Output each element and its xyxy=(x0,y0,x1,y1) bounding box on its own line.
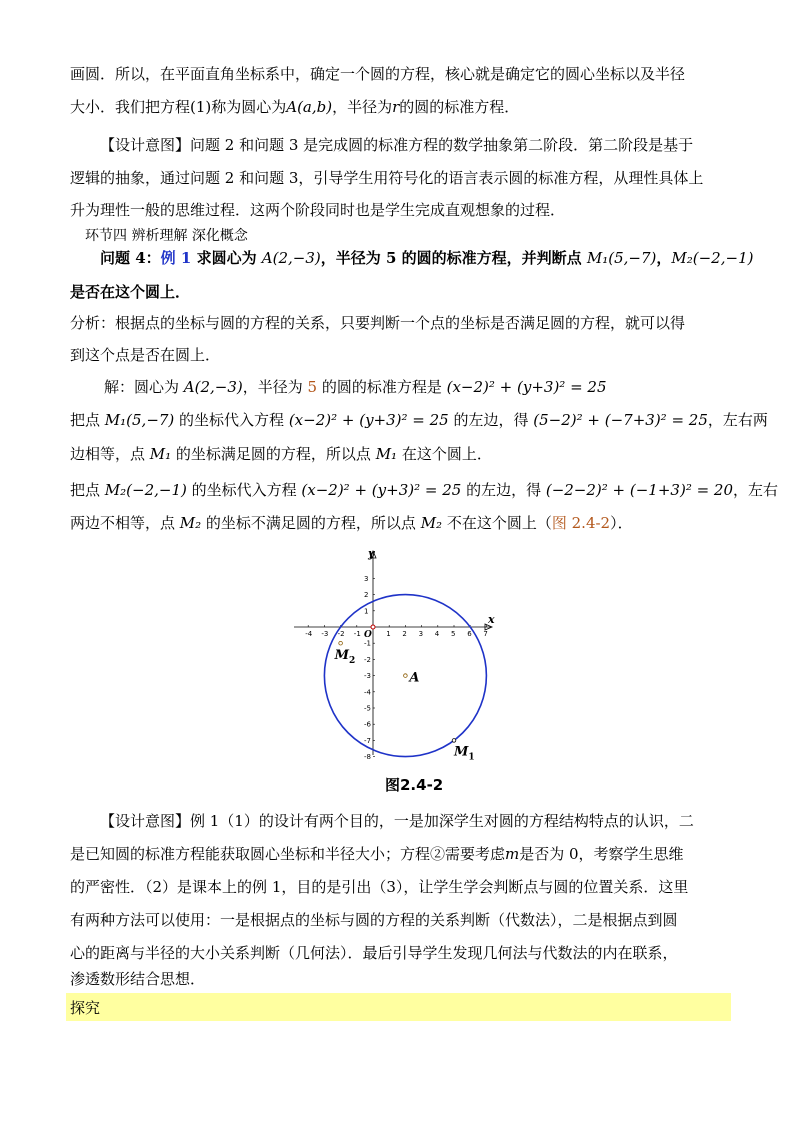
example-label: 例 1 xyxy=(160,249,192,267)
y-tick-label: -5 xyxy=(364,704,371,713)
center-label-a: A xyxy=(409,670,420,686)
text-line: 把点 M₂(−2,−1) 的坐标代入方程 (x−2)² + (y+3)² = 25 的左边，得 (−2−2)² + (−1+3)² = 20，左右 xyxy=(70,481,779,499)
y-tick-label: -3 xyxy=(364,672,371,681)
y-tick-label: -4 xyxy=(364,688,371,697)
circle-figure xyxy=(280,545,520,770)
center-point-a xyxy=(404,674,408,678)
point-label-m2: $M_2$ xyxy=(334,648,356,667)
text-line: 画圆．所以，在平面直角坐标系中，确定一个圆的方程，核心就是确定它的圆心坐标以及半径 xyxy=(70,65,686,83)
analysis-text: 分析：根据点的坐标与圆的方程的关系，只要判断一个点的坐标是否满足圆的方程，就可以得 xyxy=(70,314,686,332)
text-line: 两边不相等，点 M₂ 的坐标不满足圆的方程，所以点 M₂ 不在这个圆上（图 2.4-2）． xyxy=(70,514,633,532)
point-m1 xyxy=(452,739,456,743)
question-4: 问题 4：例 1 求圆心为 A(2,−3)，半径为 5 的圆的标准方程，并判断点 M₁(5,−7)，M₂(−2,−1) xyxy=(100,249,754,267)
x-tick-label: 3 xyxy=(418,630,424,638)
text-line: 大小．我们把方程(1)称为圆心为A(a,b)，半径为r的圆的标准方程． xyxy=(70,98,520,116)
x-tick-label: -4 xyxy=(305,630,313,638)
y-tick-label: 1 xyxy=(364,607,369,616)
point-m2 xyxy=(339,641,343,645)
text-line: 边相等，点 M₁ 的坐标满足圆的方程，所以点 M₁ 在这个圆上． xyxy=(70,445,492,463)
text-line: 的严密性．（2）是课本上的例 1，目的是引出（3），让学生学会判断点与圆的位置关系．这里 xyxy=(70,878,689,896)
y-tick-label: 3 xyxy=(364,574,369,583)
x-axis-label: x xyxy=(488,613,495,626)
x-tick-label: 7 xyxy=(483,630,488,638)
text-line: 逻辑的抽象，通过问题 2 和问题 3，引导学生用符号化的语言表示圆的标准方程，从理性具体上 xyxy=(70,169,704,187)
x-tick-label: 2 xyxy=(402,630,407,638)
y-tick-label: -8 xyxy=(364,753,371,762)
x-tick-label: 5 xyxy=(451,630,456,638)
origin-label: O xyxy=(364,630,372,640)
solution-text: 解：圆心为 A(2,−3)，半径为 5 的圆的标准方程是 (x−2)² + (y+3)² = 25 xyxy=(104,378,607,396)
x-tick-label: 6 xyxy=(467,630,472,638)
y-tick-label: 2 xyxy=(364,591,369,600)
explore-label: 探究 xyxy=(70,999,101,1017)
x-tick-label: 4 xyxy=(434,630,440,638)
y-tick-label: -6 xyxy=(364,720,371,729)
text-line: 到这个点是否在圆上． xyxy=(70,346,221,364)
design-intent-text: 【设计意图】例 1（1）的设计有两个目的，一是加深学生对圆的方程结构特点的认识，二 xyxy=(100,812,694,830)
x-tick-label: -1 xyxy=(353,630,361,638)
x-tick-label: 1 xyxy=(386,630,391,638)
origin-point xyxy=(371,625,375,629)
text-line: 渗透数形结合思想． xyxy=(70,970,206,988)
text-line: 是否在这个圆上． xyxy=(70,283,191,301)
x-tick-label: -2 xyxy=(337,630,345,638)
design-intent-text: 【设计意图】问题 2 和问题 3 是完成圆的标准方程的数学抽象第二阶段．第二阶段是基于 xyxy=(100,136,694,154)
y-tick-label: -7 xyxy=(364,736,371,745)
x-tick-label: -3 xyxy=(321,630,329,638)
text-line: 升为理性一般的思维过程．这两个阶段同时也是学生完成直观想象的过程． xyxy=(70,201,566,219)
figure-reference: 图 2.4-2 xyxy=(551,514,611,532)
y-tick-label: -1 xyxy=(364,639,371,648)
text-line: 心的距离与半径的大小关系判断（几何法）．最后引导学生发现几何法与代数法的内在联系， xyxy=(70,944,678,962)
text-line: 有两种方法可以使用：一是根据点的坐标与圆的方程的关系判断（代数法），二是根据点到圆 xyxy=(70,911,678,929)
explore-section-bar xyxy=(66,993,731,1021)
text-line: 是已知圆的标准方程能获取圆心坐标和半径大小；方程②需要考虑m是否为 0，考察学生思维 xyxy=(70,845,684,863)
y-axis-label: y xyxy=(368,547,375,560)
y-tick-label: -2 xyxy=(364,655,371,664)
section-heading: 环节四 辨析理解 深化概念 xyxy=(85,228,248,244)
figure-caption: 图2.4-2 xyxy=(385,776,444,794)
center-symbol: A(a,b) xyxy=(286,98,333,116)
point-label-m1: $M_1$ xyxy=(454,744,475,763)
text-line: 把点 M₁(5,−7) 的坐标代入方程 (x−2)² + (y+3)² = 25 的左边，得 (5−2)² + (−7+3)² = 25，左右两 xyxy=(70,411,768,429)
